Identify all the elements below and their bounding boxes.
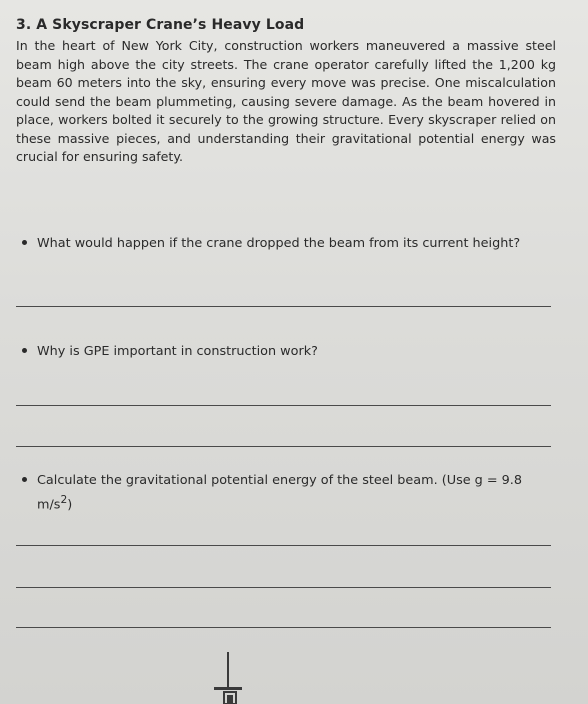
answer-line [16, 627, 551, 628]
bullet-icon [22, 240, 27, 245]
question-1 [22, 234, 552, 253]
answer-line [16, 405, 551, 406]
question-3-unit: $m/s^2$) [37, 493, 73, 513]
answer-line [16, 446, 551, 447]
problem-title: 3. A Skyscraper Crane’s Heavy Load [16, 17, 305, 33]
question-1-text: What would happen if the crane dropped the beam from its current height? [37, 236, 521, 251]
question-3 [22, 471, 562, 514]
answer-line [16, 587, 551, 588]
question-2-text: Why is GPE important in construction work? [37, 344, 318, 359]
question-2 [22, 342, 552, 361]
answer-line [16, 545, 551, 546]
crane-illustration-icon [214, 652, 244, 704]
answer-line [16, 306, 551, 307]
question-3-text: Calculate the gravitational potential energy of the steel beam. (Use g = 9.8 [37, 473, 523, 488]
bullet-icon [22, 348, 27, 353]
problem-passage: In the heart of New York City, construction workers maneuvered a massive steel beam high above the city streets. The crane operator carefully lifted the 1,200 kg beam 60 meters into the sky, ensuring every move was precise. One miscalculation could send the beam plummeting, causing severe damage. As the beam hovered in place, workers bolted it securely to the growing structure. Every skyscraper relied on these massive pieces, and understanding their gravitational potential energy was crucial for ensuring safety. [16, 38, 556, 164]
bullet-icon [22, 477, 27, 482]
